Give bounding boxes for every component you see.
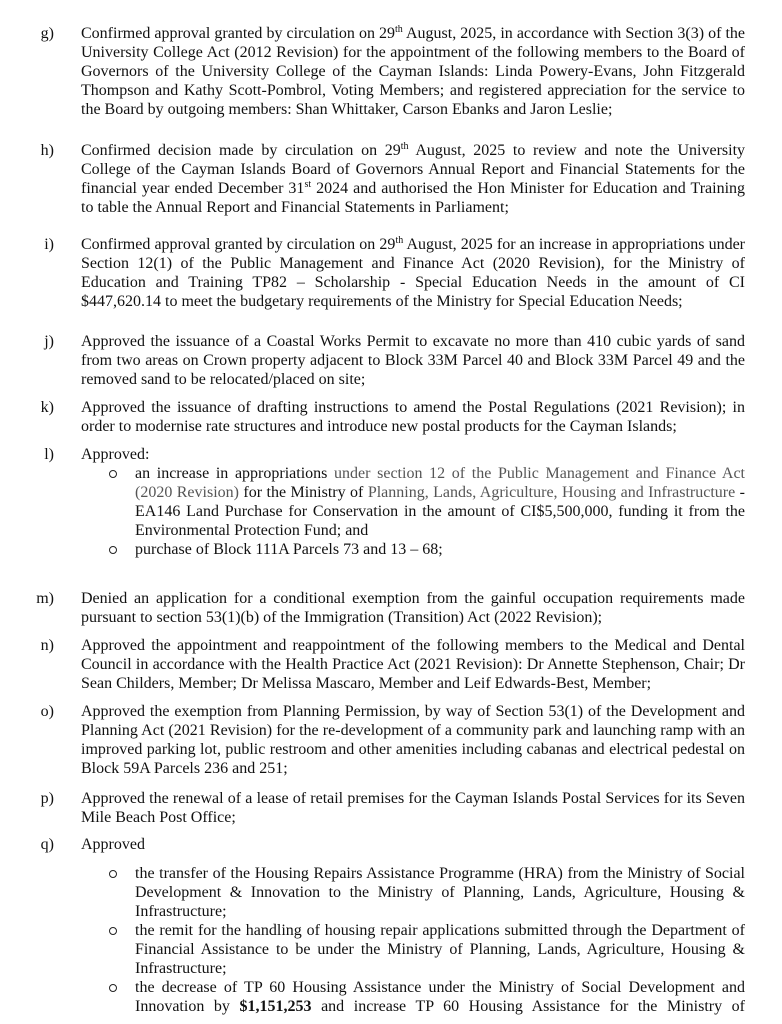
bullet-text: an increase in appropriations under section 12 of the Public Management and Finance Act (2020 Revision) for the Ministry of Planning, Lands, Agriculture, Housing and Infrastructure - EA146 Land Purchase for Conservation in the amount of CI$5,500,000, funding it from the Environmental Protection Fund; and [135, 465, 746, 539]
item-label: i) [44, 236, 54, 253]
item-text: Approved the exemption from Planning Permission, by way of Section 53(1) of the Development and Planning Act (2021 Revision) for the re-development of a community park and launching ramp with an improved parking lot, public restroom and other amenities including cabanas and electrical pedestal on Block 59A Parcels 236 and 251; [81, 703, 745, 777]
bullet-item [81, 864, 745, 921]
item-label: m) [36, 590, 54, 607]
bullet-text: the decrease of TP 60 Housing Assistance under the Ministry of Social Development and Innovation by $1,151,253 and increase TP 60 Housing Assistance for the Ministry of [135, 979, 745, 1015]
item-text: Approved the renewal of a lease of retail premises for the Cayman Islands Postal Services for its Seven Mile Beach Post Office; [81, 790, 745, 826]
item-label: k) [40, 399, 54, 416]
item-text: Approved: [81, 446, 150, 463]
bullet-text: the transfer of the Housing Repairs Assistance Programme (HRA) from the Ministry of Social Development & Innovation to the Ministry of Planning, Lands, Agriculture, Housing & Infrastructure; [135, 865, 745, 920]
item-text: Approved the appointment and reappointment of the following members to the Medical and Dental Council in accordance with the Health Practice Act (2021 Revision): Dr Annette Stephenson, Chair; Dr Sean Childers, Member; Dr Melissa Mascaro, Member and Leif Edwards-Best, Member; [81, 637, 745, 692]
item-text: Confirmed decision made by circulation on 29th August, 2025 to review and note the University College of the Cayman Islands Board of Governors Annual Report and Financial Statements for the financial year ended December 31st 2024 and authorised the Hon Minister for Education and Training to table the Annual Report and Financial Statements in Parliament; [81, 141, 746, 216]
item-label: o) [40, 703, 54, 720]
item-label: g) [40, 25, 54, 42]
bullet-item [81, 978, 745, 1016]
item-text: Confirmed approval granted by circulation on 29th August, 2025 for an increase in appropriations under Section 12(1) of the Public Management and Finance Act (2020 Revision), for the Ministry of Education and Training TP82 – Scholarship - Special Education Needs in the amount of CI $447,620.14 to meet the budgetary requirements of the Ministry for Special Education Needs; [81, 235, 746, 310]
bullet-text: the remit for the handling of housing repair applications submitted through the Department of Financial Assistance to be under the Ministry of Planning, Lands, Agriculture, Housing & Infrastructure; [135, 922, 745, 977]
bullet-circle-icon [109, 470, 117, 478]
bullet-item [81, 540, 745, 559]
item-text: Denied an application for a conditional exemption from the gainful occupation requirements made pursuant to section 53(1)(b) of the Immigration (Transition) Act (2022 Revision); [81, 590, 745, 626]
item-text: Approved the issuance of a Coastal Works Permit to excavate no more than 410 cubic yards of sand from two areas on Crown property adjacent to Block 33M Parcel 40 and Block 33M Parcel 49 and the removed sand to be relocated/placed on site; [81, 333, 745, 388]
bullet-text: purchase of Block 111A Parcels 73 and 13 – 68; [135, 541, 443, 558]
bullet-list [81, 464, 745, 559]
bullet-circle-icon [109, 546, 117, 554]
bullet-item [81, 464, 745, 540]
item-label: n) [40, 637, 54, 654]
bullet-list [81, 864, 745, 1016]
bullet-circle-icon [109, 984, 117, 992]
bullet-circle-icon [109, 927, 117, 935]
item-label: l) [44, 446, 54, 463]
item-label: h) [40, 142, 54, 159]
item-text: Approved [81, 836, 145, 853]
item-label: p) [40, 790, 54, 807]
item-label: j) [44, 333, 54, 350]
bullet-circle-icon [109, 870, 117, 878]
item-label: q) [40, 836, 54, 853]
item-text: Approved the issuance of drafting instructions to amend the Postal Regulations (2021 Revision); in order to modernise rate structures and introduce new postal products for the Cayman Islands; [81, 399, 745, 435]
bullet-item [81, 921, 745, 978]
item-text: Confirmed approval granted by circulation on 29th August, 2025, in accordance with Section 3(3) of the University College Act (2012 Revision) for the appointment of the following members to the Board of Governors of the University College of the Cayman Islands: Linda Powery-Evans, John Fitzgerald Thompson and Kathy Scott-Pombrol, Voting Members; and registered appreciation for the service to the Board by outgoing members: Shan Whittaker, Carson Ebanks and Jaron Leslie; [81, 24, 746, 118]
